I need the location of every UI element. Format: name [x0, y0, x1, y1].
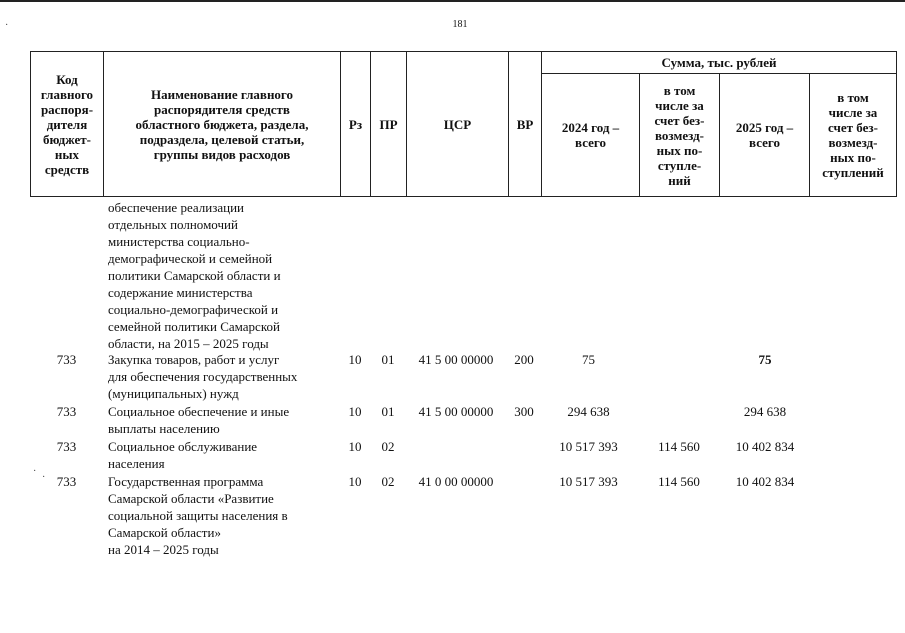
scan-speck: · [5, 20, 9, 31]
row-csr: 41 5 00 00000 [418, 352, 494, 367]
row-rz: 10 [348, 404, 362, 419]
row-name: обеспечение реализации отдельных полномочий министерства социально- демографической и семейной политики Самарской области и содержание министерства социально-демографической и семейной политики Самарской области, на 2015 – 2025 годы [108, 200, 281, 351]
row-pr: 02 [381, 439, 395, 454]
row-free-2024: 114 560 [658, 474, 700, 489]
header-total-2024: 2024 год – всего [542, 74, 640, 197]
row-free-2024: 114 560 [658, 439, 700, 454]
header-total-2025: 2025 год – всего [720, 74, 810, 197]
row-name: Закупка товаров, работ и услуг для обеспечения государственных (муниципальных) нужд [108, 352, 298, 401]
header-free-2025: в том числе за счет без- возмезд- ных по- ступлений [810, 74, 897, 197]
row-total-2025: 294 638 [743, 404, 787, 419]
row-total-2024: 10 517 393 [559, 474, 618, 489]
row-code: 733 [56, 474, 77, 489]
row-csr: 41 5 00 00000 [418, 404, 494, 419]
table-header [30, 51, 897, 197]
row-total-2024: 294 638 [567, 404, 610, 419]
row-vr: 300 [514, 404, 534, 419]
row-rz: 10 [348, 439, 362, 454]
header-sum-group: Сумма, тыс. рублей [542, 52, 897, 74]
row-csr: 41 0 00 00000 [418, 474, 494, 489]
row-total-2025: 10 402 834 [735, 474, 795, 489]
row-total-2024: 75 [582, 352, 595, 367]
row-code: 733 [56, 439, 77, 454]
header-pr: ПР [371, 52, 407, 197]
header-free-2024: в том числе за счет без- возмезд- ных по- ступле- ний [640, 74, 720, 197]
header-code: Код главного распоря- дителя бюджет- ных средств [31, 52, 104, 197]
header-vr: ВР [509, 52, 542, 197]
row-name: Государственная программа Самарской области «Развитие социальной защиты населения в Самарской области» на 2014 – 2025 годы [108, 474, 288, 557]
header-rz: Рз [341, 52, 371, 197]
row-total-2025: 75 [758, 352, 772, 367]
row-total-2024: 10 517 393 [559, 439, 618, 454]
row-rz: 10 [348, 352, 362, 367]
row-code: 733 [56, 352, 77, 367]
row-vr: 200 [514, 352, 534, 367]
row-code: 733 [56, 404, 77, 419]
scan-speck: · [33, 466, 37, 477]
row-pr: 01 [381, 404, 395, 419]
page-number: 181 [452, 19, 468, 30]
row-pr: 01 [381, 352, 395, 367]
row-rz: 10 [348, 474, 362, 489]
row-total-2025: 10 402 834 [735, 439, 795, 454]
header-name: Наименование главного распорядителя средств областного бюджета, раздела, подраздела, целевой статьи, группы видов расходов [104, 52, 341, 197]
row-name: Социальное обслуживание населения [108, 439, 258, 471]
header-csr: ЦСР [407, 52, 509, 197]
scan-speck: · [42, 472, 46, 483]
row-pr: 02 [381, 474, 395, 489]
page-top-border [0, 0, 905, 2]
row-name: Социальное обеспечение и иные выплаты населению [108, 404, 290, 436]
